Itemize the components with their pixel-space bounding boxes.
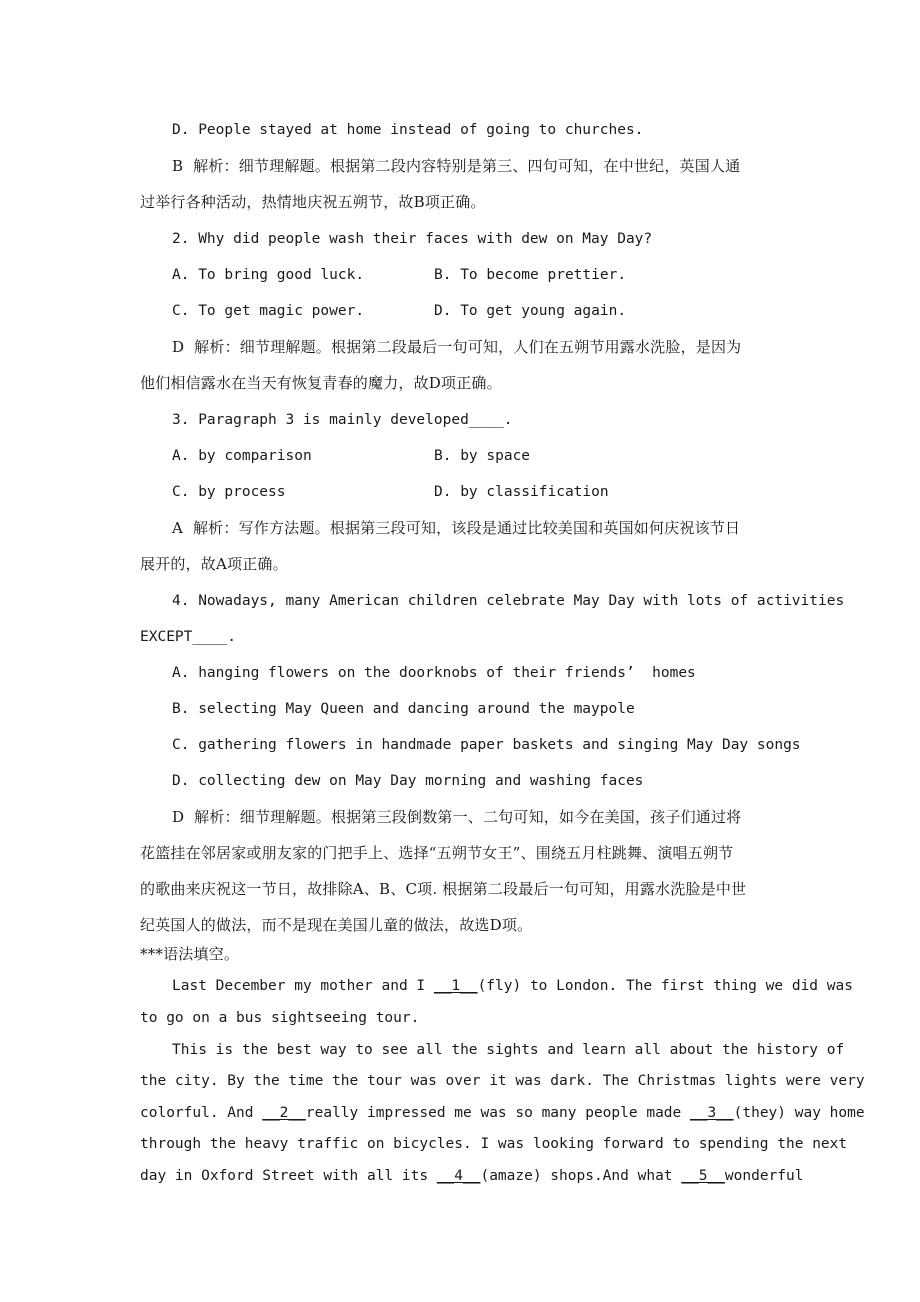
q2-analysis-line1: D 解析：细节理解题。根据第二段最后一句可知，人们在五朔节用露水洗脸，是因为 xyxy=(172,338,742,356)
q4-analysis-line3: 的歌曲来庆祝这一节日，故排除A、B、C项. 根据第二段最后一句可知，用露水洗脸是中世 xyxy=(140,880,747,898)
q2-stem: 2. Why did people wash their faces with dew on May Day? xyxy=(172,231,653,247)
passage-text: Last December my mother and I xyxy=(172,978,434,994)
q3-analysis-line2: 展开的，故A项正确。 xyxy=(140,555,288,573)
q1-option-d: D. People stayed at home instead of going to churches. xyxy=(172,122,644,138)
q2-option-b: B. To become prettier. xyxy=(434,267,627,283)
q1-analysis-line2: 过举行各种活动，热情地庆祝五朔节，故B项正确。 xyxy=(140,193,486,211)
passage-line-7 xyxy=(140,1166,804,1186)
q2-option-c: C. To get magic power. xyxy=(172,303,365,319)
q4-analysis-line4: 纪英国人的做法，而不是现在美国儿童的做法，故选D项。 xyxy=(140,916,533,934)
q4-stem-line1: 4. Nowadays, many American children celebrate May Day with lots of activities xyxy=(172,593,845,609)
q3-stem: 3. Paragraph 3 is mainly developed____. xyxy=(172,412,513,428)
passage-text: day in Oxford Street with all its xyxy=(140,1168,437,1184)
passage-line-1 xyxy=(172,976,853,996)
section-title: ***语法填空。 xyxy=(140,945,240,963)
passage-text: (fly) to London. The first thing we did was xyxy=(477,978,853,994)
q3-option-b: B. by space xyxy=(434,448,531,464)
blank-4[interactable]: __4__ xyxy=(436,1168,481,1184)
passage-line-5 xyxy=(140,1103,865,1123)
blank-3[interactable]: __3__ xyxy=(689,1105,734,1121)
blank-2[interactable]: __2__ xyxy=(262,1105,306,1121)
passage-text: wonderful xyxy=(724,1168,804,1184)
blank-1[interactable]: __1__ xyxy=(433,978,478,994)
q4-analysis-line2: 花篮挂在邻居家或朋友家的门把手上、选择“五朔节女王”、围绕五月柱跳舞、演唱五朔节 xyxy=(140,844,734,862)
q4-option-d: D. collecting dew on May Day morning and washing faces xyxy=(172,773,644,789)
q2-option-d: D. To get young again. xyxy=(434,303,627,319)
passage-line-2: to go on a bus sightseeing tour. xyxy=(140,1010,420,1026)
q3-option-a: A. by comparison xyxy=(172,448,312,464)
blank-5[interactable]: __5__ xyxy=(681,1168,725,1184)
passage-line-4: the city. By the time the tour was over it was dark. The Christmas lights were very xyxy=(140,1073,865,1089)
q4-analysis-line1: D 解析：细节理解题。根据第三段倒数第一、二句可知，如今在美国，孩子们通过将 xyxy=(172,808,742,826)
passage-text: really impressed me was so many people made xyxy=(305,1105,690,1121)
passage-line-3: This is the best way to see all the sights and learn all about the history of xyxy=(172,1042,845,1058)
q2-analysis-line2: 他们相信露水在当天有恢复青春的魔力，故D项正确。 xyxy=(140,374,502,392)
passage-text: (amaze) shops.And what xyxy=(480,1168,682,1184)
q3-option-c: C. by process xyxy=(172,484,286,500)
passage-text: (they) way home xyxy=(733,1105,865,1121)
passage-text: colorful. And xyxy=(140,1105,263,1121)
passage-line-6: through the heavy traffic on bicycles. I was looking forward to spending the next xyxy=(140,1136,848,1152)
q4-option-c: C. gathering flowers in handmade paper baskets and singing May Day songs xyxy=(172,737,801,753)
q3-option-d: D. by classification xyxy=(434,484,609,500)
q4-option-a: A. hanging flowers on the doorknobs of their friends’ homes xyxy=(172,665,696,681)
q3-analysis-line1: A 解析：写作方法题。根据第三段可知，该段是通过比较美国和英国如何庆祝该节日 xyxy=(172,519,741,537)
q2-option-a: A. To bring good luck. xyxy=(172,267,365,283)
q1-analysis-line1: B 解析：细节理解题。根据第二段内容特别是第三、四句可知，在中世纪，英国人通 xyxy=(172,157,741,175)
q4-option-b: B. selecting May Queen and dancing around the maypole xyxy=(172,701,635,717)
q4-stem-line2: EXCEPT____. xyxy=(140,629,237,645)
